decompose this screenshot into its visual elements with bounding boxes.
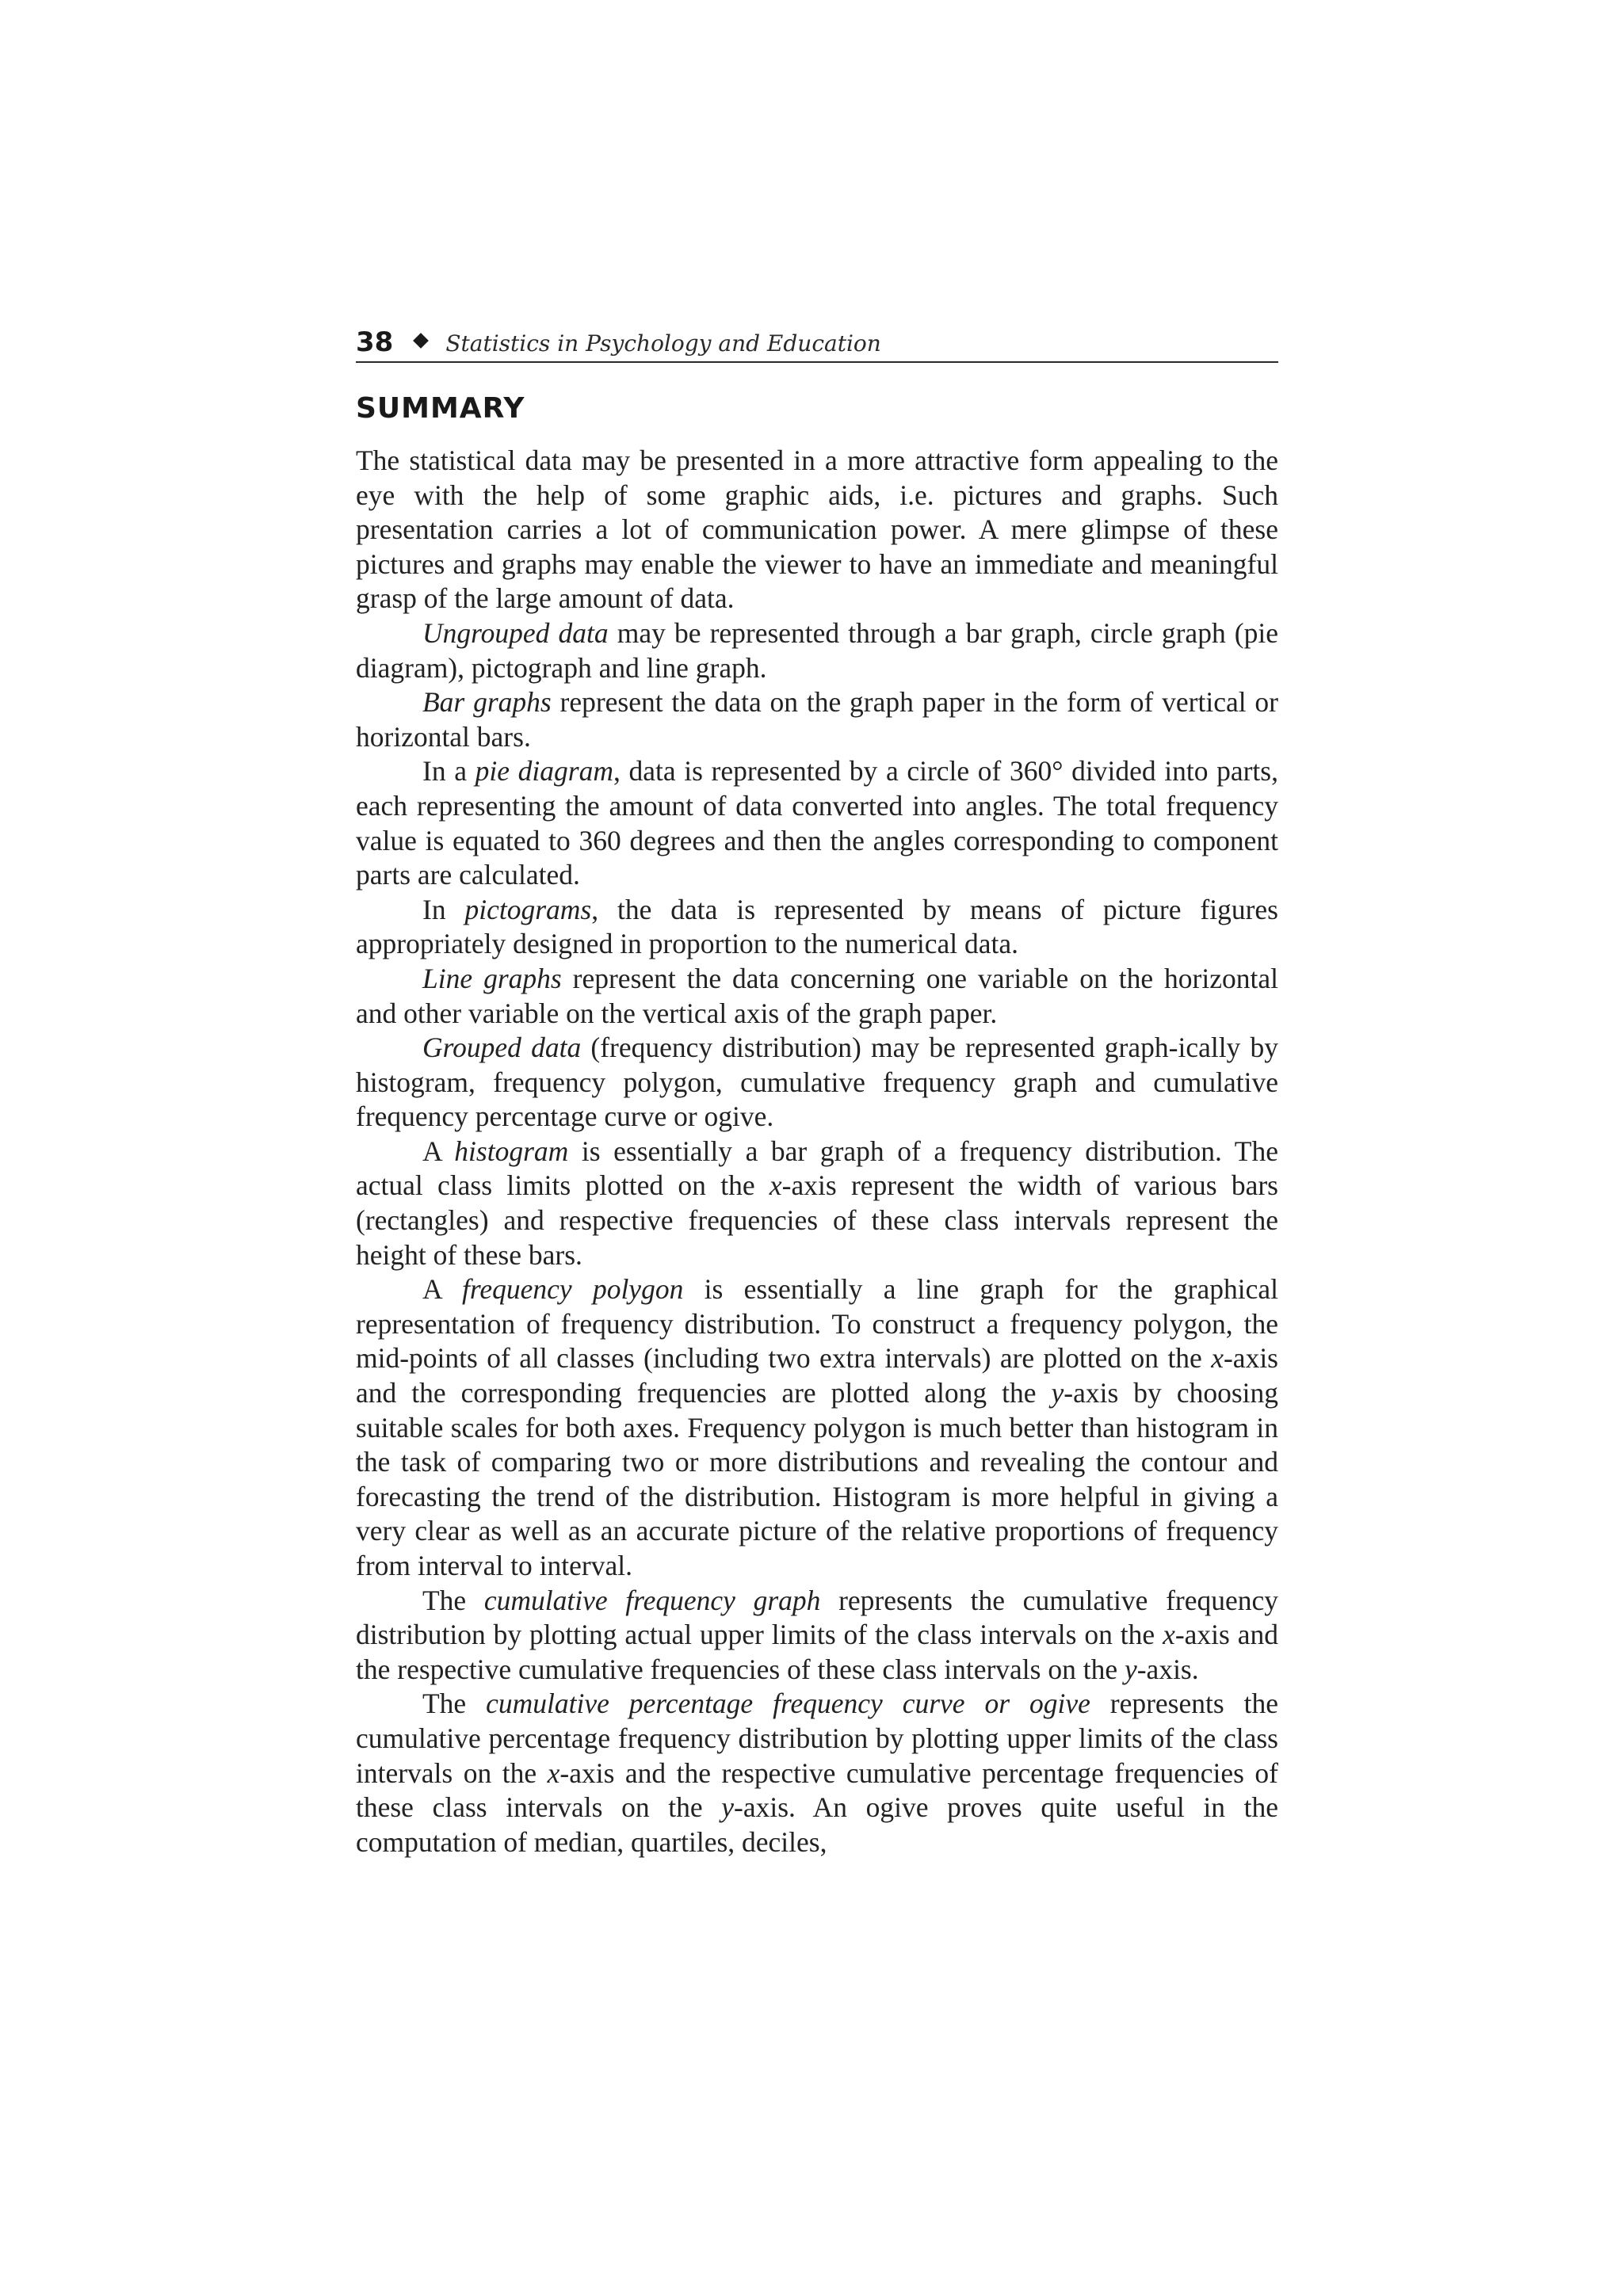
book-title: Statistics in Psychology and Education (445, 330, 881, 357)
paragraph-text: , data is represented by a circle of 360° divided into parts, each representing the amount of data converted into angles. The total frequency value is equated to 360 degrees and then the angles corresponding to component parts are calculated. (356, 755, 1278, 891)
section-heading: SUMMARY (356, 392, 525, 425)
paragraph-text: may be represented through a bar graph, circle graph (pie diagram), pictograph and line graph. (356, 616, 1278, 684)
key-term: Bar graphs (422, 686, 552, 719)
paragraph-histogram (356, 1135, 1278, 1272)
paragraph-line-graphs (356, 962, 1278, 1031)
paragraph-pie-diagram (356, 754, 1278, 892)
key-term: Grouped data (422, 1032, 582, 1064)
paragraph-text: -axis and the respective cumulative frequencies of these class intervals on the (356, 1619, 1278, 1685)
key-term: cumulative percentage frequency curve or ogive (486, 1688, 1090, 1720)
paragraph-text: The statistical data may be presented in a more attractive form appealing to the eye with the help of some graphic aids, i.e. pictures and graphs. Such presentation carries a lot of communication power. A mere glimpse of these pictures and graphs may enable the viewer to have an immediate and meaningful grasp of the large amount of data. (356, 444, 1278, 615)
paragraph-text: -axis. An ogive proves quite useful in the computation of median, quartiles, deciles, (356, 1791, 1278, 1858)
paragraph-bar-graphs (356, 685, 1278, 754)
paragraph-pictograms (356, 893, 1278, 962)
axis-variable: y (1051, 1377, 1064, 1409)
key-term: pictograms (464, 893, 592, 925)
paragraph-ogive (356, 1687, 1278, 1859)
paragraph-intro (356, 444, 1278, 616)
paragraph-text: The (422, 1688, 487, 1720)
paragraph-text: -axis. (1136, 1653, 1199, 1685)
paragraph-text: represent the data concerning one variable on the horizontal and other variable on the vertical axis of the graph paper. (356, 962, 1278, 1029)
paragraph-text: -axis represent the width of various bars (rectangles) and respective frequencies of these class intervals represent the height of these bars. (356, 1169, 1278, 1271)
paragraph-text: represents the cumulative percentage frequency distribution by plotting upper limits of the class intervals on the (356, 1688, 1278, 1789)
paragraph-text: A (422, 1273, 462, 1306)
axis-variable: x (547, 1756, 560, 1789)
key-term: Ungrouped data (422, 616, 609, 649)
paragraph-frequency-polygon (356, 1272, 1278, 1583)
paragraph-text: represent the data on the graph paper in the form of vertical or horizontal bars. (356, 686, 1278, 753)
axis-variable: x (1211, 1342, 1224, 1375)
key-term: frequency polygon (462, 1273, 684, 1306)
paragraph-text: -axis by choosing suitable scales for both axes. Frequency polygon is much better than histogram in the task of comparing two or more distributions and revealing the contour and forecasting the trend of the distribution. Histogram is more helpful in giving a very clear as well as an accurate picture of the relative proportions of frequency from interval to interval. (356, 1377, 1278, 1581)
paragraph-ungrouped-data (356, 616, 1278, 685)
paragraph-text: is essentially a line graph for the graphical representation of frequency distribution. To construct a frequency polygon, the mid-points of all classes (including two extra intervals) are plotted on the (356, 1273, 1278, 1375)
key-term: Line graphs (422, 962, 562, 994)
paragraph-text: is essentially a bar graph of a frequency distribution. The actual class limits plotted on the (356, 1135, 1278, 1202)
paragraph-text: In a (422, 755, 475, 788)
paragraph-text: In (422, 893, 465, 925)
paragraph-text: represents the cumulative frequency distribution by plotting actual upper limits of the class intervals on the (356, 1584, 1278, 1651)
axis-variable: y (1124, 1653, 1137, 1685)
book-page (356, 326, 1278, 1859)
running-header (356, 326, 1278, 363)
key-term: histogram (454, 1135, 569, 1167)
page-number: 38 (356, 326, 394, 358)
paragraph-text: -axis and the corresponding frequencies are plotted along the (356, 1342, 1278, 1409)
axis-variable: x (1163, 1619, 1175, 1651)
key-term: cumulative frequency graph (483, 1584, 821, 1616)
axis-variable: y (721, 1791, 734, 1824)
key-term: pie diagram (475, 755, 613, 788)
paragraph-text: A (422, 1135, 455, 1167)
paragraph-cumulative-frequency-graph (356, 1584, 1278, 1688)
paragraph-text: (frequency distribution) may be represented graph-ically by histogram, frequency polygon, cumulative frequency graph and cumulative frequency percentage curve or ogive. (356, 1032, 1278, 1133)
summary-body (356, 444, 1278, 1859)
paragraph-text: -axis and the respective cumulative percentage frequencies of these class intervals on the (356, 1756, 1278, 1824)
paragraph-text: The (422, 1584, 484, 1616)
paragraph-text: , the data is represented by means of picture figures appropriately designed in proportion to the numerical data. (356, 893, 1278, 960)
diamond-icon (413, 333, 429, 349)
paragraph-grouped-data (356, 1031, 1278, 1135)
axis-variable: x (769, 1169, 782, 1202)
